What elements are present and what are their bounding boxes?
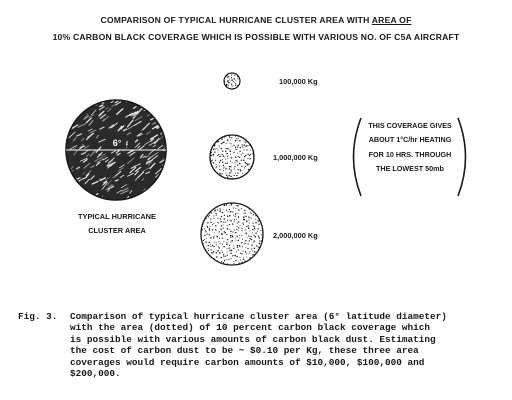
caption-line: coverages would require carbon amounts of $10,000, $100,000 and bbox=[70, 356, 425, 368]
cluster-label bbox=[62, 210, 172, 238]
title-text: COMPARISON OF TYPICAL HURRICANE CLUSTER AREA WITH bbox=[100, 15, 372, 25]
caption-figure-number: Fig. 3. bbox=[18, 311, 58, 322]
coverage-circle-2000000kg bbox=[201, 203, 263, 265]
caption-line: $200,000. bbox=[70, 368, 121, 380]
cluster-label-line-1: TYPICAL HURRICANE bbox=[78, 212, 156, 221]
figure-caption bbox=[18, 311, 503, 379]
title-underlined-text: AREA OF bbox=[371, 15, 412, 25]
cluster-label-line-2: CLUSTER AREA bbox=[88, 226, 146, 235]
coverage-circle-1000000kg bbox=[210, 135, 254, 179]
left-parenthesis bbox=[354, 118, 362, 196]
caption-line: is possible with various amounts of carbon black dust. Estimating bbox=[70, 333, 436, 345]
coverage-circle-100000kg bbox=[224, 73, 240, 89]
caption-line: the cost of carbon dust to be ~ $0.10 per Kg, these three area bbox=[70, 345, 419, 357]
coverage-note bbox=[364, 119, 456, 176]
coverage-note-line-4: THE LOWEST 50mb bbox=[376, 163, 444, 173]
caption-line: Comparison of typical hurricane cluster area (6° latitude diameter) bbox=[70, 311, 447, 322]
mass-label-100000kg: 100,000 Kg bbox=[279, 77, 318, 86]
coverage-note-line-2: ABOUT 1°C/hr HEATING bbox=[368, 135, 452, 145]
caption-line: with the area (dotted) of 10 percent carbon black coverage which bbox=[70, 322, 431, 334]
figure-title-line-2: 10% CARBON BLACK COVERAGE WHICH IS POSSIBLE WITH VARIOUS NO. OF C5A AIRCRAFT bbox=[52, 32, 460, 42]
coverage-note-line-1: THIS COVERAGE GIVES bbox=[368, 121, 452, 130]
mass-label-1000000kg: 1,000,000 Kg bbox=[273, 153, 318, 162]
coverage-note-line-3: FOR 10 HRS. THROUGH bbox=[368, 149, 452, 159]
diameter-label: 6° bbox=[112, 138, 122, 148]
hurricane-cluster-circle bbox=[66, 98, 171, 200]
right-parenthesis bbox=[458, 118, 466, 196]
mass-label-2000000kg: 2,000,000 Kg bbox=[273, 231, 318, 240]
